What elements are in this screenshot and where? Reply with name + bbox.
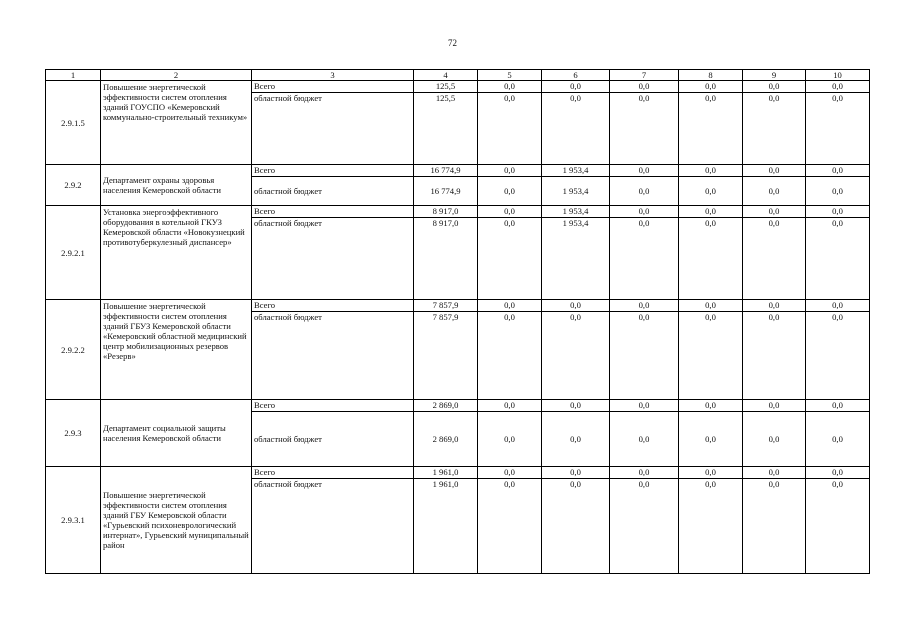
value-cell: 0,0 bbox=[679, 81, 743, 93]
value-cell: 8 917,0 bbox=[414, 206, 478, 218]
value-cell: 1 953,4 bbox=[542, 218, 610, 300]
value-cell: 16 774,9 bbox=[414, 177, 478, 206]
funding-source: областной бюджет bbox=[252, 93, 414, 165]
value-cell: 0,0 bbox=[542, 300, 610, 312]
funding-source: Всего bbox=[252, 165, 414, 177]
item-name: Повышение энергетической эффективности систем отопления зданий ГБУЗ Кемеровской области «Кемеровский областной медицинский центр мобилизационных резервов «Резерв» bbox=[101, 300, 252, 400]
value-cell: 0,0 bbox=[610, 177, 679, 206]
value-cell: 0,0 bbox=[478, 218, 542, 300]
value-cell: 0,0 bbox=[610, 218, 679, 300]
table-row bbox=[46, 400, 870, 412]
funding-source: Всего bbox=[252, 81, 414, 93]
value-cell: 0,0 bbox=[743, 412, 806, 467]
value-cell: 0,0 bbox=[806, 400, 870, 412]
funding-source: областной бюджет bbox=[252, 177, 414, 206]
value-cell: 125,5 bbox=[414, 81, 478, 93]
value-cell: 0,0 bbox=[806, 93, 870, 165]
value-cell: 0,0 bbox=[478, 206, 542, 218]
value-cell: 0,0 bbox=[806, 312, 870, 400]
item-code: 2.9.2.2 bbox=[46, 300, 101, 400]
value-cell: 0,0 bbox=[743, 81, 806, 93]
value-cell: 125,5 bbox=[414, 93, 478, 165]
item-name: Департамент социальной защиты населения Кемеровской области bbox=[101, 400, 252, 467]
item-code: 2.9.3.1 bbox=[46, 467, 101, 574]
item-code: 2.9.2.1 bbox=[46, 206, 101, 300]
value-cell: 0,0 bbox=[478, 93, 542, 165]
header-row bbox=[46, 70, 870, 81]
column-header: 8 bbox=[679, 70, 743, 81]
page-number: 72 bbox=[448, 38, 457, 48]
value-cell: 0,0 bbox=[610, 300, 679, 312]
value-cell: 0,0 bbox=[743, 479, 806, 574]
funding-source: Всего bbox=[252, 206, 414, 218]
value-cell: 0,0 bbox=[610, 165, 679, 177]
table-row bbox=[46, 165, 870, 177]
item-name: Департамент охраны здоровья населения Кемеровской области bbox=[101, 165, 252, 206]
value-cell: 1 953,4 bbox=[542, 165, 610, 177]
value-cell: 0,0 bbox=[679, 93, 743, 165]
value-cell: 0,0 bbox=[743, 218, 806, 300]
value-cell: 0,0 bbox=[610, 206, 679, 218]
value-cell: 0,0 bbox=[478, 165, 542, 177]
value-cell: 0,0 bbox=[610, 400, 679, 412]
value-cell: 7 857,9 bbox=[414, 312, 478, 400]
value-cell: 0,0 bbox=[679, 467, 743, 479]
column-header: 5 bbox=[478, 70, 542, 81]
value-cell: 0,0 bbox=[806, 300, 870, 312]
value-cell: 0,0 bbox=[610, 93, 679, 165]
value-cell: 0,0 bbox=[478, 400, 542, 412]
table-row bbox=[46, 300, 870, 312]
value-cell: 0,0 bbox=[679, 165, 743, 177]
value-cell: 0,0 bbox=[806, 412, 870, 467]
value-cell: 2 869,0 bbox=[414, 412, 478, 467]
value-cell: 0,0 bbox=[679, 177, 743, 206]
value-cell: 0,0 bbox=[806, 165, 870, 177]
column-header: 7 bbox=[610, 70, 679, 81]
value-cell: 0,0 bbox=[478, 81, 542, 93]
value-cell: 0,0 bbox=[806, 479, 870, 574]
item-name: Установка энергоэффективного оборудования в котельной ГКУЗ Кемеровской области «Новокузнецкий противотуберкулезный диспансер» bbox=[101, 206, 252, 300]
value-cell: 0,0 bbox=[610, 312, 679, 400]
value-cell: 0,0 bbox=[679, 412, 743, 467]
value-cell: 0,0 bbox=[478, 300, 542, 312]
value-cell: 0,0 bbox=[679, 400, 743, 412]
budget-table bbox=[45, 69, 870, 574]
value-cell: 1 953,4 bbox=[542, 206, 610, 218]
value-cell: 0,0 bbox=[542, 312, 610, 400]
value-cell: 0,0 bbox=[478, 412, 542, 467]
value-cell: 1 961,0 bbox=[414, 467, 478, 479]
value-cell: 0,0 bbox=[743, 467, 806, 479]
column-header: 1 bbox=[46, 70, 101, 81]
value-cell: 0,0 bbox=[806, 206, 870, 218]
value-cell: 0,0 bbox=[806, 467, 870, 479]
funding-source: областной бюджет bbox=[252, 218, 414, 300]
value-cell: 0,0 bbox=[542, 400, 610, 412]
value-cell: 0,0 bbox=[478, 467, 542, 479]
value-cell: 0,0 bbox=[610, 467, 679, 479]
item-code: 2.9.3 bbox=[46, 400, 101, 467]
column-header: 3 bbox=[252, 70, 414, 81]
funding-source: Всего bbox=[252, 467, 414, 479]
value-cell: 7 857,9 bbox=[414, 300, 478, 312]
value-cell: 0,0 bbox=[743, 300, 806, 312]
value-cell: 0,0 bbox=[542, 81, 610, 93]
value-cell: 0,0 bbox=[679, 312, 743, 400]
column-header: 10 bbox=[806, 70, 870, 81]
value-cell: 1 953,4 bbox=[542, 177, 610, 206]
value-cell: 0,0 bbox=[542, 412, 610, 467]
value-cell: 0,0 bbox=[679, 206, 743, 218]
value-cell: 0,0 bbox=[743, 400, 806, 412]
item-code: 2.9.2 bbox=[46, 165, 101, 206]
item-name: Повышение энергетической эффективности систем отопления зданий ГОУСПО «Кемеровский коммунально-строительный техникум» bbox=[101, 81, 252, 165]
value-cell: 0,0 bbox=[743, 312, 806, 400]
value-cell: 2 869,0 bbox=[414, 400, 478, 412]
item-code: 2.9.1.5 bbox=[46, 81, 101, 165]
item-name: Повышение энергетической эффективности систем отопления зданий ГБУ Кемеровской области «Гурьевский психоневрологический интернат», Гурьевский муниципальный район bbox=[101, 467, 252, 574]
table-row bbox=[46, 81, 870, 93]
funding-source: областной бюджет bbox=[252, 312, 414, 400]
value-cell: 0,0 bbox=[679, 479, 743, 574]
value-cell: 0,0 bbox=[610, 81, 679, 93]
column-header: 6 bbox=[542, 70, 610, 81]
value-cell: 0,0 bbox=[478, 312, 542, 400]
value-cell: 0,0 bbox=[542, 479, 610, 574]
table-row bbox=[46, 206, 870, 218]
value-cell: 0,0 bbox=[679, 218, 743, 300]
column-header: 9 bbox=[743, 70, 806, 81]
funding-source: областной бюджет bbox=[252, 479, 414, 574]
value-cell: 1 961,0 bbox=[414, 479, 478, 574]
value-cell: 0,0 bbox=[610, 412, 679, 467]
column-header: 4 bbox=[414, 70, 478, 81]
column-header: 2 bbox=[101, 70, 252, 81]
value-cell: 0,0 bbox=[542, 93, 610, 165]
value-cell: 0,0 bbox=[806, 81, 870, 93]
value-cell: 0,0 bbox=[478, 177, 542, 206]
table-row bbox=[46, 467, 870, 479]
value-cell: 0,0 bbox=[743, 165, 806, 177]
value-cell: 0,0 bbox=[743, 177, 806, 206]
value-cell: 8 917,0 bbox=[414, 218, 478, 300]
funding-source: областной бюджет bbox=[252, 412, 414, 467]
value-cell: 0,0 bbox=[610, 479, 679, 574]
funding-source: Всего bbox=[252, 300, 414, 312]
value-cell: 0,0 bbox=[478, 479, 542, 574]
value-cell: 0,0 bbox=[542, 467, 610, 479]
value-cell: 0,0 bbox=[679, 300, 743, 312]
value-cell: 0,0 bbox=[806, 218, 870, 300]
funding-source: Всего bbox=[252, 400, 414, 412]
value-cell: 0,0 bbox=[806, 177, 870, 206]
value-cell: 0,0 bbox=[743, 93, 806, 165]
value-cell: 0,0 bbox=[743, 206, 806, 218]
value-cell: 16 774,9 bbox=[414, 165, 478, 177]
